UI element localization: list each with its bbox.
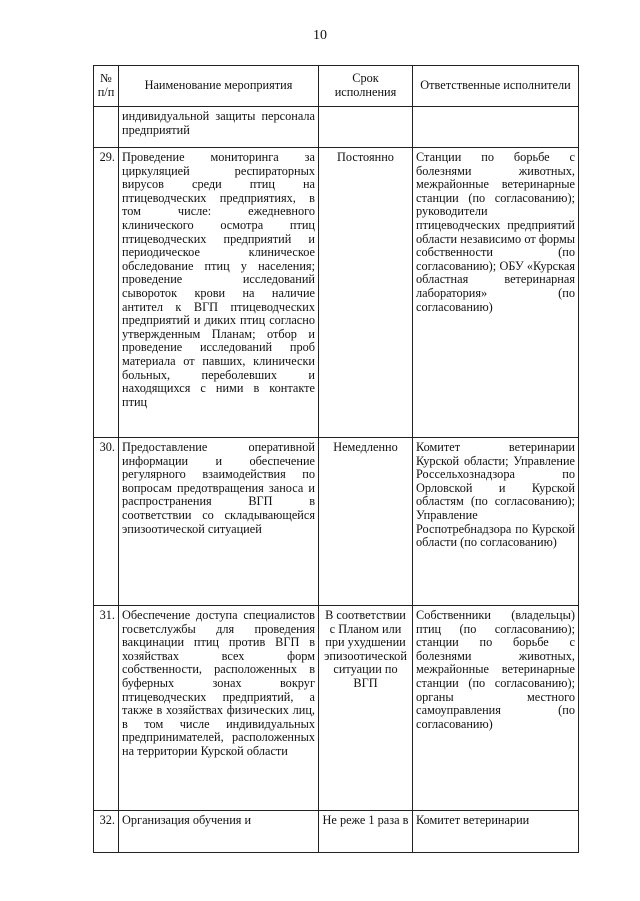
table-row <box>94 438 579 606</box>
row-activity: Обеспечение доступа специалистов госветслужбы для проведения вакцинации птиц против ВГП в хозяйствах всех форм собственности, расположенных в буферных зонах вокруг птицеводческих предприятий, а также в хозяйствах физических лиц, в том числе индивидуальных предпринимателей, расположенных на территории Курской области <box>119 606 319 811</box>
header-activity: Наименование мероприятия <box>119 66 319 107</box>
page-number: 10 <box>313 28 327 43</box>
table-header-row <box>94 66 579 107</box>
table-row <box>94 606 579 811</box>
row-responsible: Комитет ветеринарии <box>413 811 579 853</box>
table-row <box>94 148 579 438</box>
measures-table <box>93 65 579 853</box>
row-activity: Предоставление оперативной информации и обеспечение регулярного взаимодействия по вопросам предотвращения заноса и распространения ВГП в соответствии со складывающейся эпизоотической ситуацией <box>119 438 319 606</box>
header-responsible: Ответственные исполнители <box>413 66 579 107</box>
row-activity: Проведение мониторинга за циркуляцией респираторных вирусов среди птиц на птицеводческих предприятиях, в том числе: ежедневного клинического осмотра птиц птицеводческих предприятий и периодическое клиническое обследование птиц у населения; проведение исследований сывороток крови на наличие антител к ВГП птицеводческих предприятий и диких птиц согласно утвержденным Планам; отбор и проведение исследований проб материала от павших, клинически больных, переболевших и находящихся с ними в контакте птиц <box>119 148 319 438</box>
row-number: 31. <box>94 606 119 811</box>
row-responsible: Комитет ветеринарии Курской области; Управление Россельхознадзора по Орловской и Курской областям (по согласованию); Управление Роспотребнадзора по Курской области (по согласованию) <box>413 438 579 606</box>
row-deadline <box>319 107 413 148</box>
row-number <box>94 107 119 148</box>
row-number: 32. <box>94 811 119 853</box>
table-row <box>94 811 579 853</box>
row-number: 30. <box>94 438 119 606</box>
row-deadline: Постоянно <box>319 148 413 438</box>
row-deadline: Немедленно <box>319 438 413 606</box>
row-deadline: В соответствии с Планом или при ухудшении эпизоотической ситуации по ВГП <box>319 606 413 811</box>
row-responsible: Собственники (владельцы) птиц (по согласованию); станции по борьбе с болезнями животных, межрайонные ветеринарные станции (по согласованию); органы местного самоуправления (по согласованию) <box>413 606 579 811</box>
header-number: № п/п <box>94 66 119 107</box>
row-activity: индивидуальной защиты персонала предприятий <box>119 107 319 148</box>
row-activity: Организация обучения и <box>119 811 319 853</box>
header-deadline: Срок исполнения <box>319 66 413 107</box>
row-responsible <box>413 107 579 148</box>
row-deadline: Не реже 1 раза в <box>319 811 413 853</box>
table-row <box>94 107 579 148</box>
row-responsible: Станции по борьбе с болезнями животных, межрайонные ветеринарные станции (по согласованию); руководители птицеводческих предприятий области независимо от формы собственности (по согласованию); ОБУ «Курская областная ветеринарная лаборатория» (по согласованию) <box>413 148 579 438</box>
row-number: 29. <box>94 148 119 438</box>
